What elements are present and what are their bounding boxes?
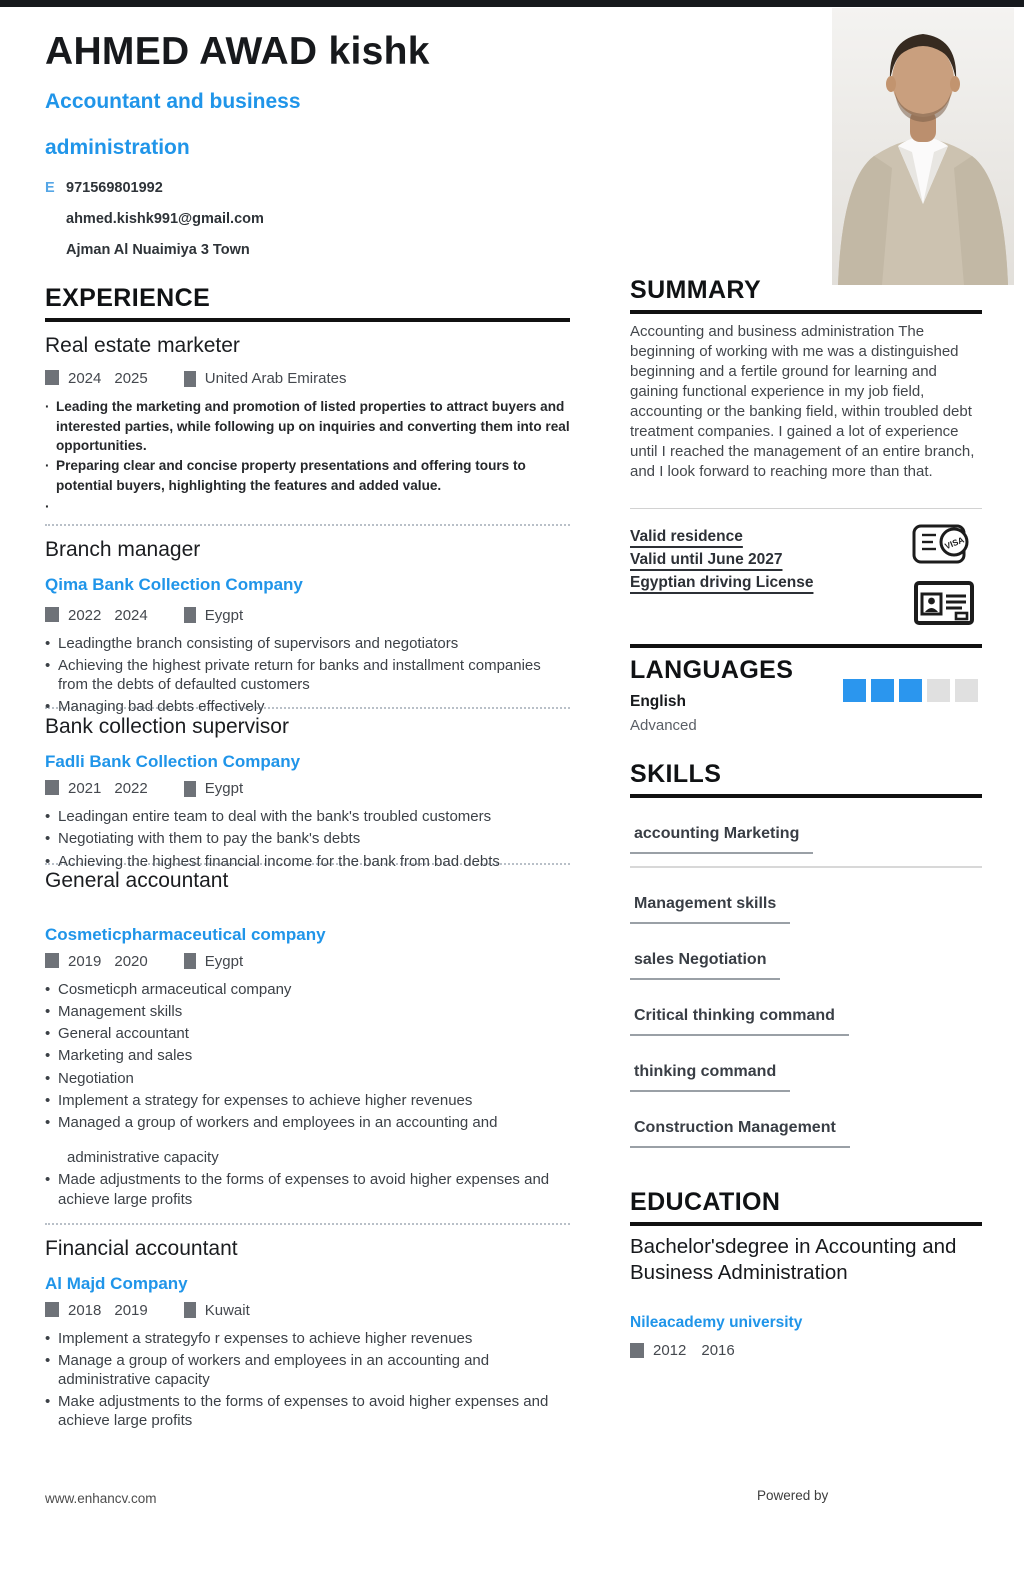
job-company: Cosmeticpharmaceutical company: [45, 924, 326, 944]
job-date-end: 2020: [114, 952, 148, 970]
job-meta: [45, 1302, 570, 1319]
rating-square-filled: [871, 679, 894, 702]
languages-heading: LANGUAGES: [630, 655, 794, 684]
calendar-icon: [45, 780, 59, 795]
rating-square-filled: [843, 679, 866, 702]
job-bullets: [45, 807, 570, 871]
calendar-icon: [45, 1302, 59, 1317]
job-date-start: 2022: [68, 606, 102, 624]
skill-item: [630, 1063, 982, 1092]
job-bullet: • Marketing and sales: [45, 1046, 570, 1065]
languages-top-rule: [630, 644, 982, 648]
stray-bullet: ·: [45, 497, 50, 514]
skills-heading: SKILLS: [630, 760, 982, 798]
job-bullet: • Implement a strategy for expenses to achieve higher revenues: [45, 1091, 570, 1110]
phone-number: 971569801992: [66, 180, 163, 196]
profile-photo: [832, 8, 1014, 285]
footer-site-link[interactable]: www.enhancv.com: [45, 1491, 157, 1506]
visa-stamp-icon: [912, 523, 974, 570]
job-location: United Arab Emirates: [204, 370, 347, 387]
job-location: Eygpt: [204, 780, 244, 798]
section-divider: [45, 524, 570, 526]
job-date-end: 2025: [114, 370, 148, 387]
job-bullet: • Achieving the highest financial income for the bank from bad debts: [45, 852, 570, 871]
section-divider: [45, 1223, 570, 1225]
job-bullet: · Leading the marketing and promotion of listed properties to attract buyers and interested parties, while following up on inquiries and converting them into real opportunities.: [45, 397, 570, 456]
skill-label: accounting Marketing: [630, 825, 813, 854]
education-school: Nileacademy university: [630, 1313, 803, 1331]
education-meta: [630, 1342, 982, 1359]
job-bullet: • Manage a group of workers and employees in an accounting and administrative capacity: [45, 1351, 570, 1389]
job-company: Al Majd Company: [45, 1273, 188, 1293]
email-row: [45, 211, 570, 227]
summary-heading: SUMMARY: [630, 276, 982, 314]
job-location: Kuwait: [204, 1301, 250, 1319]
phone-row: [45, 180, 570, 196]
job-title: General accountant: [45, 868, 229, 892]
candidate-title-line2: administration: [45, 136, 190, 159]
skill-label: thinking command: [630, 1063, 790, 1092]
job-bullets: [45, 1329, 570, 1431]
job-bullet: • Managing bad debts effectively: [45, 697, 570, 716]
experience-heading: EXPERIENCE: [45, 284, 570, 322]
svg-text:VISA: VISA: [943, 534, 966, 551]
skill-divider: [630, 866, 982, 868]
job-title: Financial accountant: [45, 1236, 238, 1260]
job-date-end: 2019: [114, 1301, 148, 1319]
job-bullet: • Cosmeticph armaceutical company: [45, 980, 570, 999]
top-black-bar: [0, 0, 1024, 7]
profile-photo-illustration: [832, 8, 1014, 285]
education-date-start: 2012: [653, 1341, 687, 1359]
residence-line-2: Valid until June 2027: [630, 550, 783, 568]
job-bullets: [45, 980, 570, 1132]
left-column: [45, 30, 570, 1431]
driver-license-icon: [914, 581, 974, 630]
job-bullet-continuation: administrative capacity: [67, 1149, 219, 1167]
job-bullets: [45, 1170, 570, 1208]
phone-icon: E: [45, 180, 55, 196]
job-bullet: • Negotiation: [45, 1069, 570, 1088]
location-icon: [184, 371, 196, 387]
residence-line-3: Egyptian driving License: [630, 574, 814, 591]
job-meta: [45, 953, 570, 970]
job-title: Branch manager: [45, 537, 201, 561]
job-date-end: 2024: [114, 606, 148, 624]
calendar-icon: [630, 1343, 644, 1358]
residence-box: [630, 508, 982, 626]
job-meta: [45, 370, 570, 387]
job-entry: [45, 1237, 570, 1431]
skill-label: Management skills: [630, 895, 790, 924]
job-bullet: • Made adjustments to the forms of expenses to avoid higher expenses and achieve large profits: [45, 1170, 570, 1208]
right-column: [630, 276, 982, 1359]
job-location: Eygpt: [204, 952, 244, 970]
address-row: [45, 242, 570, 258]
job-bullet: • Implement a strategyfo r expenses to achieve higher revenues: [45, 1329, 570, 1348]
footer-powered-by: Powered by: [757, 1488, 829, 1503]
job-bullets: [45, 634, 570, 717]
location-icon: [184, 607, 196, 623]
skill-item: [630, 1119, 982, 1148]
rating-square-empty: [955, 679, 978, 702]
job-date-start: 2018: [68, 1301, 102, 1319]
job-company: Qima Bank Collection Company: [45, 574, 303, 594]
education-date-end: 2016: [701, 1341, 735, 1359]
job-entry: [45, 537, 570, 716]
job-date-start: 2024: [68, 370, 102, 387]
address-text: Ajman Al Nuaimiya 3 Town: [66, 242, 250, 258]
job-company: Fadli Bank Collection Company: [45, 752, 301, 772]
location-icon: [184, 953, 196, 969]
education-degree: Bachelor'sdegree in Accounting and Business Administration: [630, 1234, 957, 1284]
job-entry: [45, 869, 570, 1225]
language-rating: [843, 679, 978, 702]
job-bullet: • Achieving the highest private return for banks and installment companies from the debts of defaulted customers: [45, 656, 570, 694]
rating-square-filled: [899, 679, 922, 702]
job-date-start: 2021: [68, 780, 102, 798]
candidate-name: AHMED AWAD kishk: [45, 30, 430, 73]
job-meta: [45, 780, 570, 797]
skill-label: sales Negotiation: [630, 951, 780, 980]
skill-item: [630, 951, 982, 980]
job-title: Bank collection supervisor: [45, 715, 289, 739]
job-bullet: • Management skills: [45, 1002, 570, 1021]
job-entry: [45, 334, 570, 526]
location-icon: [184, 781, 196, 797]
language-name: English: [630, 692, 686, 710]
email-link[interactable]: ahmed.kishk991@gmail.com: [66, 211, 264, 227]
job-location: Eygpt: [204, 606, 244, 624]
location-icon: [184, 1302, 196, 1318]
job-meta: [45, 607, 570, 624]
skill-item: [630, 895, 982, 924]
skill-item: [630, 825, 982, 854]
residence-line-1: Valid residence: [630, 527, 743, 545]
job-bullet: · Preparing clear and concise property presentations and offering tours to potential buyers, highlighting the features and added value.: [45, 456, 570, 495]
job-bullet: • Leadingan entire team to deal with the bank's troubled customers: [45, 807, 570, 826]
calendar-icon: [45, 607, 59, 622]
job-date-start: 2019: [68, 952, 102, 970]
language-item: [630, 693, 982, 734]
job-bullet: • Leadingthe branch consisting of supervisors and negotiators: [45, 634, 570, 653]
job-bullet: • Managed a group of workers and employees in an accounting and: [45, 1113, 570, 1132]
rating-square-empty: [927, 679, 950, 702]
summary-text: Accounting and business administration The beginning of working with me was a distinguished beginning and a fertile ground for learning and gaining functional experience in my job field, accounting or the banking field, within troubled debt treatment companies. I gained a lot of experience until I reached the management of an entire branch, and I look forward to reaching more than that.: [630, 323, 975, 480]
skill-label: Construction Management: [630, 1119, 850, 1148]
calendar-icon: [45, 953, 59, 968]
calendar-icon: [45, 370, 59, 385]
job-bullets: [45, 397, 570, 496]
job-title: Real estate marketer: [45, 334, 240, 357]
job-bullet: • Make adjustments to the forms of expenses to avoid higher expenses and achieve large profits: [45, 1392, 570, 1430]
job-date-end: 2022: [114, 780, 148, 798]
language-level: Advanced: [630, 716, 697, 734]
candidate-title-line1: Accountant and business: [45, 90, 301, 113]
job-bullet: • Negotiating with them to pay the bank's debts: [45, 829, 570, 848]
education-heading: EDUCATION: [630, 1188, 982, 1226]
job-entry: [45, 715, 570, 870]
skill-item: [630, 1007, 982, 1036]
job-bullet: • General accountant: [45, 1024, 570, 1043]
skill-label: Critical thinking command: [630, 1007, 849, 1036]
